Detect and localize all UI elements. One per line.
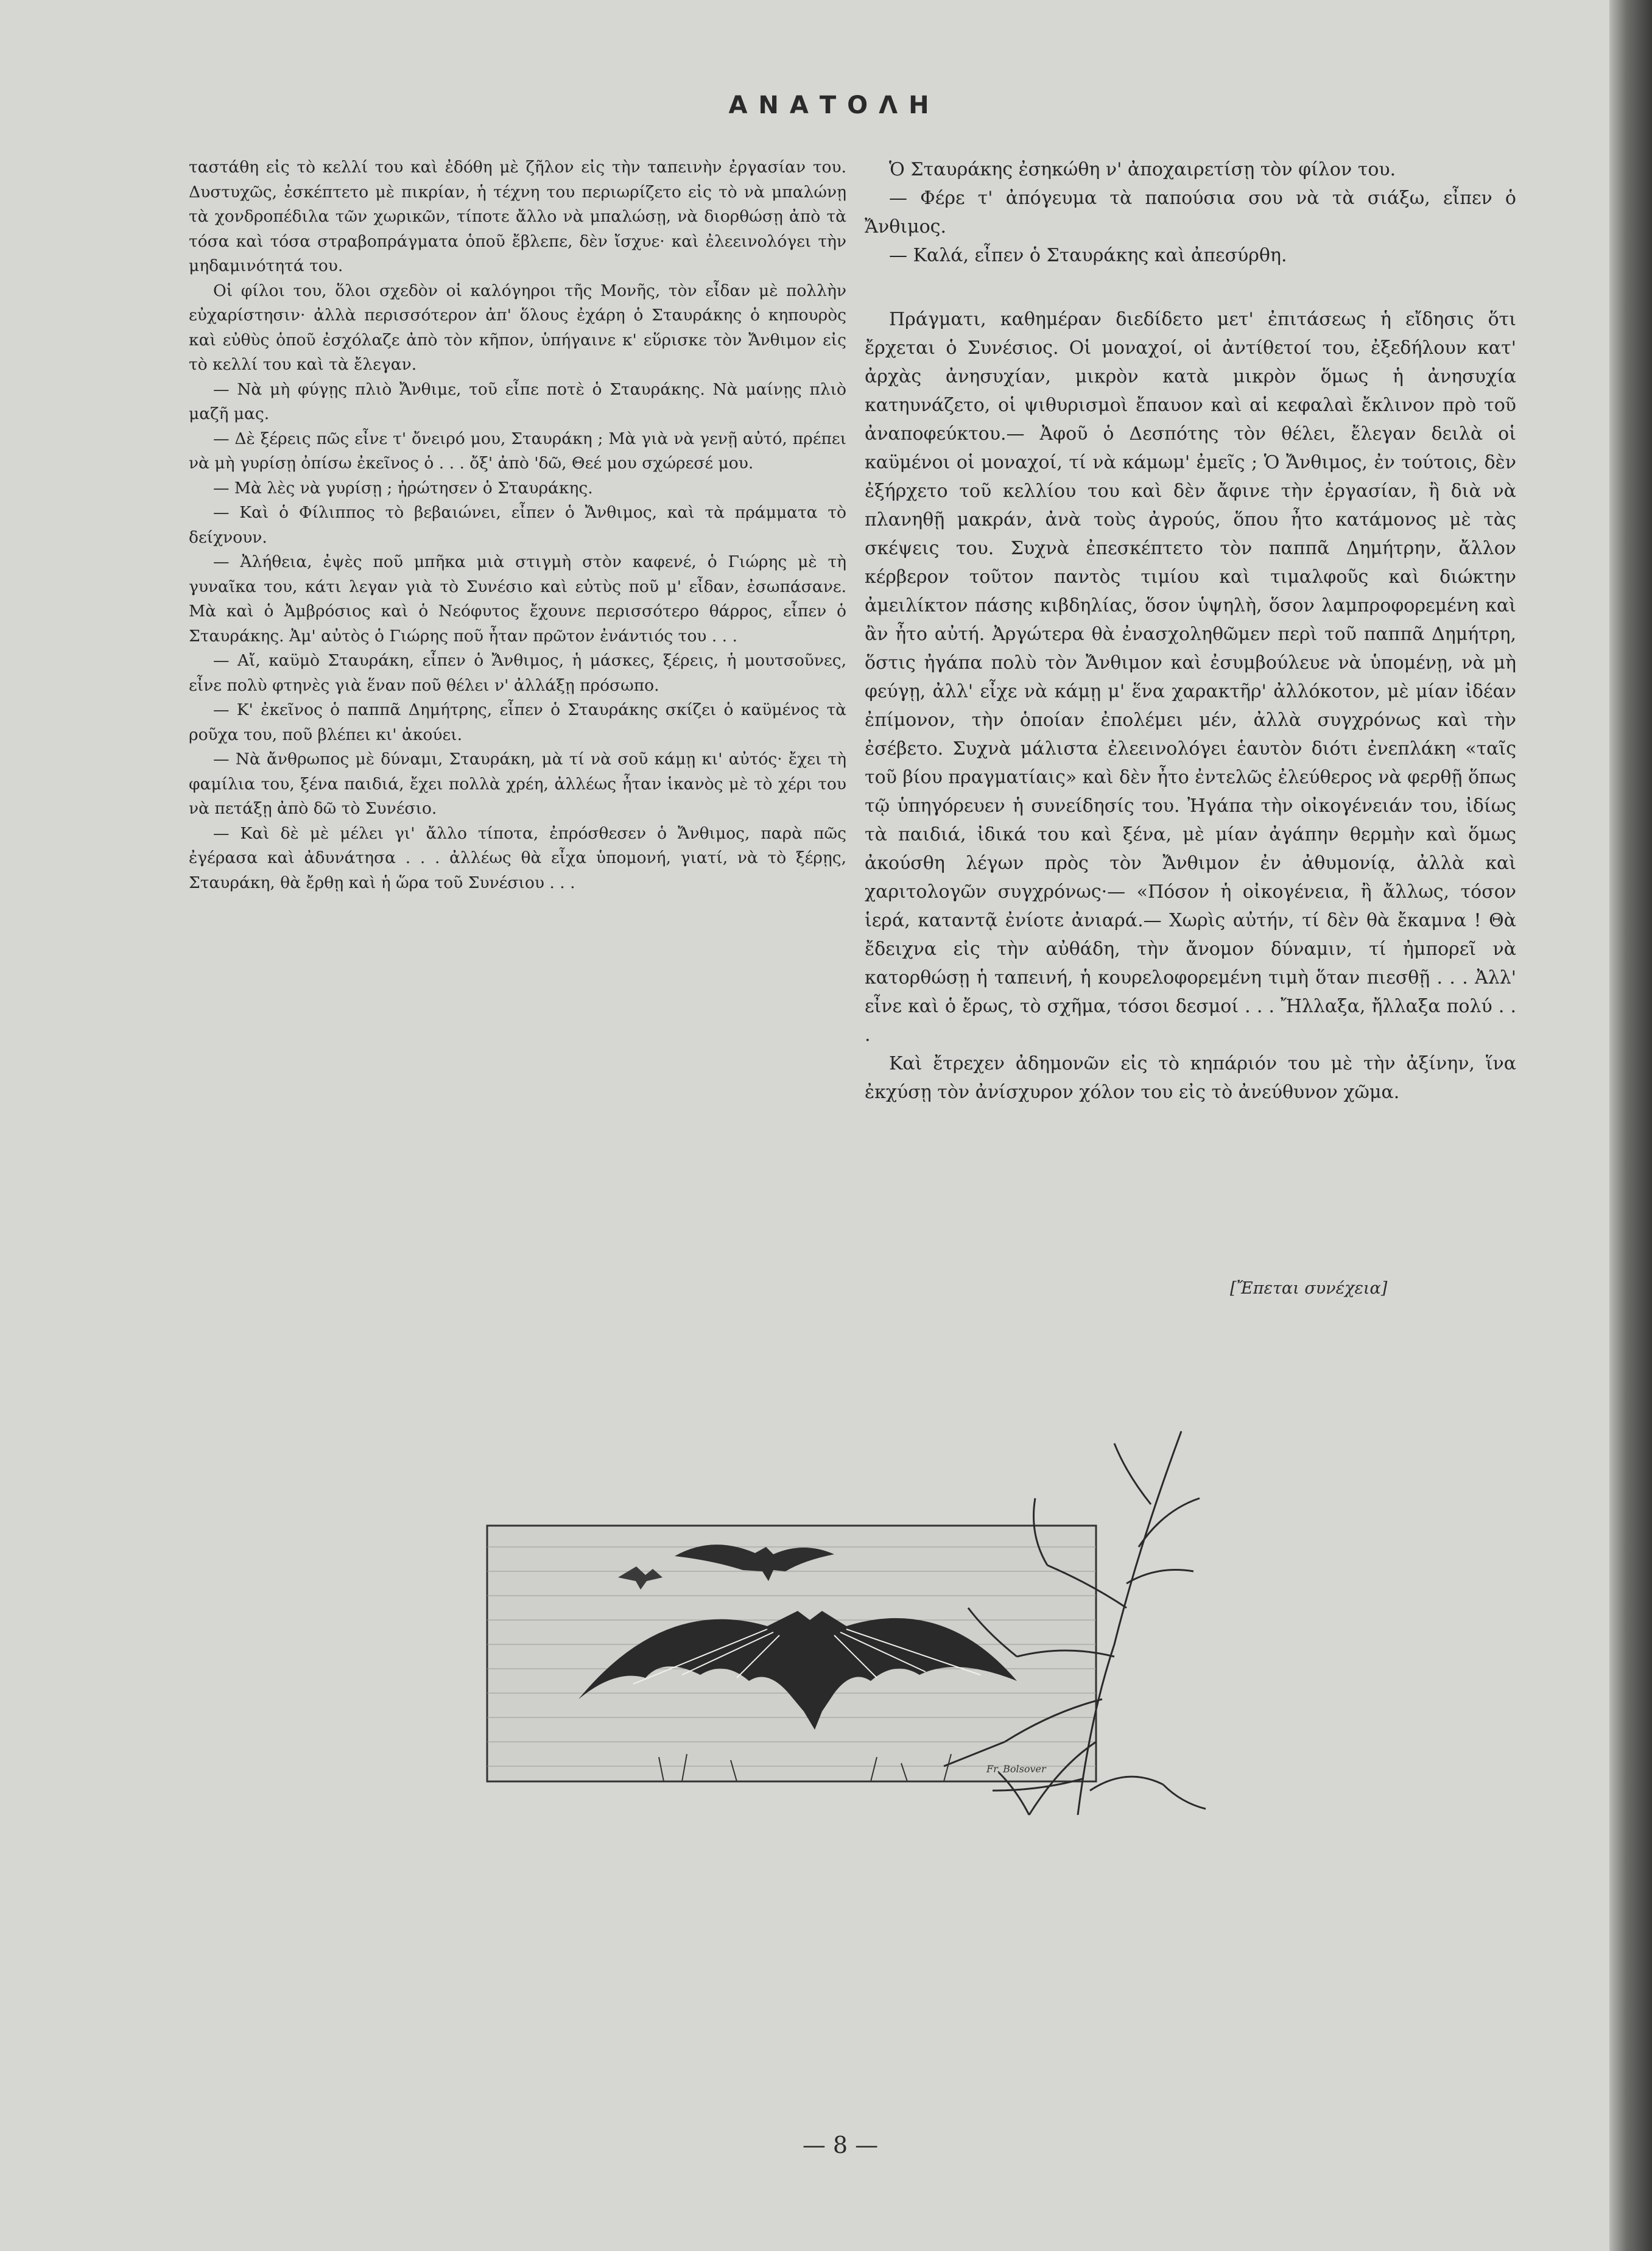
paragraph: — Καὶ ὁ Φίλιππος τὸ βεβαιώνει, εἶπεν ὁ Ἄνθιμος, καὶ τὰ πράμματα τὸ δείχνουν.	[189, 503, 846, 547]
to-be-continued-note: [Ἔπεται συνέχεια]	[1230, 1279, 1388, 1298]
paragraph: — Μὰ λὲς νὰ γυρίσῃ ; ἠρώτησεν ὁ Σταυράκης.	[213, 478, 593, 498]
paragraph: — Καλά, εἶπεν ὁ Σταυράκης καὶ ἀπεσύρθη.	[889, 245, 1287, 266]
page-edge-shadow	[1609, 0, 1652, 2251]
bats-illustration	[481, 1425, 1212, 1827]
paragraph: Ὁ Σταυράκης ἐσηκώθη ν' ἀποχαιρετίσῃ τὸν φίλον του.	[889, 159, 1396, 180]
paragraph: — Νὰ μὴ φύγῃς πλιὸ Ἄνθιμε, τοῦ εἶπε ποτὲ ὁ Σταυράκης. Νὰ μαίνῃς πλιὸ μαζῆ μας.	[189, 379, 846, 423]
left-column	[189, 155, 846, 895]
paragraph: — Νὰ ἄνθρωπος μὲ δύναμι, Σταυράκη, μὰ τί νὰ σοῦ κάμῃ κι' αὐτός· ἔχει τὴ φαμίλια του, ξένα παιδιά, ἔχει πολλὰ χρέη, ἀλλέως ἦταν ἱκανὸς μὲ τὸ χέρι του νὰ πετάξῃ ἀπὸ δῶ τὸ Συνέσιο.	[189, 750, 846, 818]
running-header: ΑΝΑΤΟΛΗ	[728, 91, 940, 119]
page-number: — 8 —	[802, 2132, 879, 2158]
paragraph: Οἱ φίλοι του, ὅλοι σχεδὸν οἱ καλόγηροι τῆς Μονῆς, τὸν εἶδαν μὲ πολλὴν εὐχαρίστησιν· ἀλλὰ περισσότερον ἀπ' ὅλους ἐχάρη ὁ Σταυράκης ὁ κηπουρὸς καὶ εὐθὺς ὁποῦ ἐσχόλαζε ἀπὸ τὸν κῆπον, ὑπήγαινε κ' εὕρισκε τὸν Ἄνθιμον εἰς τὸ κελλί του καὶ τὰ ἔλεγαν.	[189, 281, 846, 374]
right-column	[865, 155, 1516, 1107]
paragraph: ταστάθη εἰς τὸ κελλί του καὶ ἐδόθη μὲ ζῆλον εἰς τὴν ταπεινὴν ἐργασίαν του. Δυστυχῶς, ἐσκέπτετο μὲ πικρίαν, ἡ τέχνη του περιωρίζετο εἰς τὸ νὰ μπαλώνῃ τὰ χονδροπέδιλα τῶν χωρικῶν, τίποτε ἄλλο νὰ μπαλώσῃ, νὰ διορθώσῃ ἀπὸ τὰ τόσα καὶ τόσα στραβοπράγματα ὁποῦ ἔβλεπε, δὲν ἴσχυε· καὶ ἐλεεινολόγει τὴν μηδαμινότητά του.	[189, 158, 846, 275]
paragraph: — Κ' ἐκεῖνος ὁ παππᾶ Δημήτρης, εἶπεν ὁ Σταυράκης σκίζει ὁ καϋμένος τὰ ροῦχα του, ποῦ βλέπει κι' ἀκούει.	[189, 700, 846, 744]
paragraph: — Φέρε τ' ἀπόγευμα τὰ παπούσια σου νὰ τὰ σιάξω, εἶπεν ὁ Ἄνθιμος.	[865, 188, 1516, 238]
paragraph: — Αἴ, καϋμὸ Σταυράκη, εἶπεν ὁ Ἄνθιμος, ἡ μάσκες, ξέρεις, ἡ μουτσοῦνες, εἶνε πολὺ φτηνὲς γιὰ ἕναν ποῦ θέλει ν' ἀλλάξῃ πρόσωπο.	[189, 651, 846, 695]
paragraph: — Ἀλήθεια, ἐψὲς ποῦ μπῆκα μιὰ στιγμὴ στὸν καφενέ, ὁ Γιώρης μὲ τὴ γυναῖκα του, κάτι λεγαν γιὰ τὸ Συνέσιο καὶ εὐτὺς ποῦ μ' εἶδαν, ἐσωπάσανε. Μὰ καὶ ὁ Ἀμβρόσιος καὶ ὁ Νεόφυτος ἔχουνε περισσότερο θάρρος, εἶπεν ὁ Σταυράκης. Ἀμ' αὐτὸς ὁ Γιώρης ποῦ ἦταν πρῶτον ἐνάντιός του . . .	[189, 552, 846, 646]
paragraph: Πράγματι, καθημέραν διεδίδετο μετ' ἐπιτάσεως ἡ εἴδησις ὅτι ἔρχεται ὁ Συνέσιος. Οἱ μοναχοί, οἱ ἀντίθετοί του, ἐξεδήλουν κατ' ἀρχὰς ἀνησυχίαν, μικρὸν κατὰ μικρὸν ὅμως ἡ ἀνησυχία κατηυνάζετο, οἱ ψιθυρισμοὶ ἔπαυον καὶ αἱ κεφαλαὶ ἔκλινον πρὸ τοῦ ἀναποφεύκτου.— Ἀφοῦ ὁ Δεσπότης τὸν θέλει, ἔλεγαν δειλὰ οἱ καϋμένοι οἱ μοναχοί, τί νὰ κάμωμ' ἐμεῖς ; Ὁ Ἄνθιμος, ἐν τούτοις, δὲν ἐξήρχετο τοῦ κελλίου του καὶ δὲν ἄφινε τὴν ἐργασίαν, ἢ διὰ νὰ πλανηθῇ μακράν, ἀνὰ τοὺς ἀγρούς, ὅπου ἦτο κατάμονος μὲ τὰς σκέψεις του. Συχνὰ ἐπεσκέπτετο τὸν παππᾶ Δημήτρην, ἄλλον κέρβερον τοῦτον παντὸς τιμίου καὶ τιμαλφοῦς καὶ διώκτην ἀμειλίκτον πάσης κιβδηλίας, ὅσον ὑψηλὴ, ὅσον λαμπροφορεμένη καὶ ἂν ἦτο αὐτή. Ἀργώτερα θὰ ἐνασχοληθῶμεν περὶ τοῦ παππᾶ Δημήτρη, ὅστις ἠγάπα πολὺ τὸν Ἄνθιμον καὶ ἐσυμβούλευε νὰ ὑπομένῃ, νὰ μὴ φεύγῃ, ἀλλ' εἶχε νὰ κάμῃ μ' ἕνα χαρακτῆρ' ἀλλόκοτον, μὲ μίαν ἰδέαν ἐπίμονον, τὴν ὁποίαν ἐπολέμει μέν, ἀλλὰ συγχρόνως καὶ τὴν ἐσέβετο. Συχνὰ μάλιστα ἐλεεινολόγει ἑαυτὸν διότι ἐνεπλάκη «ταῖς τοῦ βίου πραγματίαις» καὶ δὲν ἦτο ἐντελῶς ἐλεύθερος νὰ φερθῇ ὅπως τῷ ὑπηγόρευεν ἡ συνείδησίς του. Ἠγάπα τὴν οἰκογένειάν του, ἰδίως τὰ παιδιά, ἰδικά του καὶ ξένα, μὲ μίαν ἀγάπην θερμὴν καὶ ὅμως ἀκούσθη λέγων πρὸς τὸν Ἄνθιμον ἐν ἀθυμονίᾳ, ἀλλὰ καὶ χαριτολογῶν συγχρόνως·— «Πόσον ἡ οἰκογένεια, ἢ ἄλλως, τόσον ἱερά, καταντᾷ ἐνίοτε ἀνιαρά.— Χωρὶς αὐτήν, τί δὲν θὰ ἔκαμνα ! Θὰ ἔδειχνα εἰς τὴν αὐθάδη, τὴν ἄνομον δύναμιν, τί ἠμπορεῖ νὰ κατορθώσῃ ἡ ταπεινή, ἡ κουρελοφορεμένη τιμὴ ὅταν πιεσθῇ . . . Ἀλλ' εἶνε καὶ ὁ ἔρως, τὸ σχῆμα, τόσοι δεσμοί . . . Ἤλλαξα, ἤλλαξα πολύ . . .	[865, 309, 1516, 1046]
paragraph: — Καὶ δὲ μὲ μέλει γι' ἄλλο τίποτα, ἐπρόσθεσεν ὁ Ἄνθιμος, παρὰ πῶς ἐγέρασα καὶ ἀδυνάτησα . . . ἀλλέως θὰ εἶχα ὑπομονή, γιατί, νὰ τὸ ξέρῃς, Σταυράκη, θὰ ἔρθῃ καὶ ἡ ὥρα τοῦ Συνέσιου . . .	[189, 823, 846, 892]
paragraph: Καὶ ἔτρεχεν ἀδημονῶν εἰς τὸ κηπάριόν του μὲ τὴν ἀξίνην, ἵνα ἐκχύσῃ τὸν ἀνίσχυρον χόλον του εἰς τὸ ἀνεύθυνον χῶμα.	[865, 1053, 1516, 1103]
paragraph: — Δὲ ξέρεις πῶς εἶνε τ' ὄνειρό μου, Σταυράκη ; Μὰ γιὰ νὰ γενῇ αὐτό, πρέπει νὰ μὴ γυρίσῃ ὀπίσω ἐκεῖνος ὁ . . . ὄξ' ἀπὸ 'δῶ, Θεέ μου σχώρεσέ μου.	[189, 429, 846, 473]
illustration-signature: Fr. Bolsover	[986, 1763, 1046, 1775]
